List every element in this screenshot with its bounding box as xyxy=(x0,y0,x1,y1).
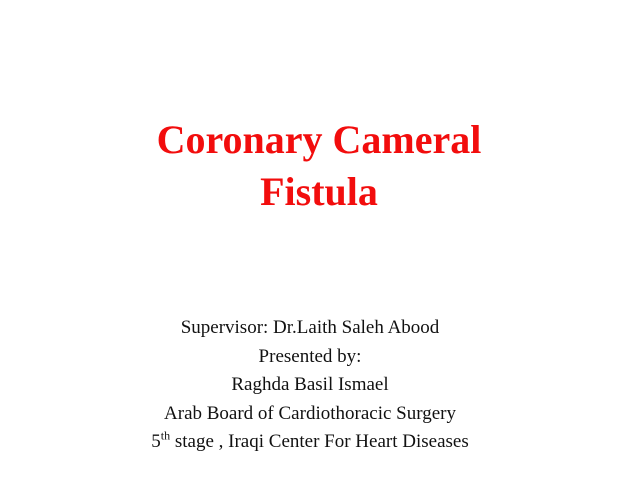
board-line: Arab Board of Cardiothoracic Surgery xyxy=(164,402,456,424)
stage-number: 5 xyxy=(151,431,161,452)
supervisor-line: Supervisor: Dr.Laith Saleh Abood xyxy=(180,317,440,338)
stage-description: stage , Iraqi Center For Heart Diseases xyxy=(170,431,469,452)
title-line-1: Coronary Cameral xyxy=(156,117,482,162)
stage-line xyxy=(0,428,620,457)
title-line-2: Fistula xyxy=(260,169,378,214)
slide-title xyxy=(0,114,638,218)
stage-ordinal-suffix: th xyxy=(160,428,171,443)
presenter-name: Raghda Basil Ismael xyxy=(231,374,389,395)
slide-subtitle xyxy=(0,314,620,457)
presented-by-line: Presented by: xyxy=(258,345,362,367)
